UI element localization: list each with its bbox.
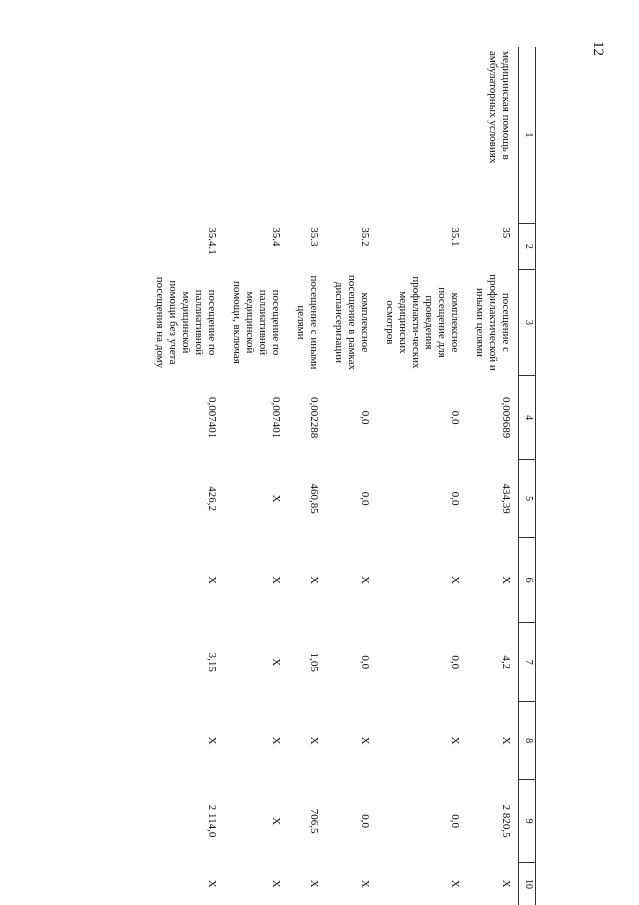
row-description: комплексное посещение для проведения профилакти-ческих медицинских осмотров <box>384 276 461 369</box>
row-name <box>288 47 326 223</box>
cell-col5: 426,2 <box>206 486 218 511</box>
cell-col8: X <box>270 736 282 745</box>
cell-col7: 3,15 <box>206 652 218 672</box>
cell-col10: X <box>449 879 461 888</box>
cell-col9: X <box>270 817 282 826</box>
column-number-row <box>519 47 536 905</box>
cell-col9: 2 114,0 <box>206 804 218 838</box>
col-header-2: 2 <box>519 223 536 269</box>
row-code: 35.4 <box>270 227 282 247</box>
cell-col9: 706,5 <box>308 808 320 834</box>
cell-col5: 0,0 <box>449 491 461 506</box>
row-name: медицинская помощь в амбулаторных условиях <box>487 51 512 164</box>
cell-col10: X <box>270 879 282 888</box>
cell-col8: X <box>206 736 218 745</box>
page-number: 12 <box>590 41 606 56</box>
cell-col8: X <box>308 736 320 745</box>
cell-col6: X <box>206 576 218 585</box>
cell-col7: 1,05 <box>308 652 320 672</box>
cell-col4: 0,002288 <box>308 396 320 439</box>
cell-col5: 0,0 <box>359 491 371 506</box>
row-code: 35.2 <box>359 227 371 247</box>
cell-col10: X <box>308 879 320 888</box>
col-header-6: 6 <box>519 537 536 622</box>
col-header-10: 10 <box>519 863 536 905</box>
cell-col7: X <box>270 658 282 667</box>
col-header-3: 3 <box>519 269 536 375</box>
col-header-4: 4 <box>519 376 536 460</box>
row-name <box>377 47 467 223</box>
cell-col6: X <box>500 576 512 585</box>
cell-col9: 0,0 <box>449 814 461 828</box>
col-header-7: 7 <box>519 623 536 702</box>
row-code: 35.4.1 <box>206 227 218 255</box>
row-name <box>224 47 288 223</box>
cell-col4: 0,0 <box>359 410 371 425</box>
row-description: комплексное посещение в рамках диспансеризации <box>333 274 371 371</box>
cell-col7: 0,0 <box>449 655 461 670</box>
table-row <box>224 47 288 905</box>
cell-col8: X <box>449 736 461 745</box>
row-name <box>147 47 224 223</box>
cell-col4: 0,009689 <box>500 396 512 439</box>
cell-col5: 434,39 <box>500 483 512 514</box>
cell-col4: 0,007401 <box>270 396 282 439</box>
cell-col8: X <box>359 736 371 745</box>
cell-col6: X <box>359 576 371 585</box>
table-row <box>467 47 519 905</box>
cell-col10: X <box>500 879 512 888</box>
cell-col7: 4,2 <box>500 655 512 670</box>
cell-col5: 460,85 <box>308 483 320 514</box>
cell-col6: X <box>449 576 461 585</box>
cell-col7: 0,0 <box>359 655 371 670</box>
col-header-9: 9 <box>519 780 536 863</box>
row-description: посещение с профилактической и иными целями <box>474 274 512 371</box>
row-code: 35.1 <box>449 227 461 247</box>
cell-col10: X <box>359 879 371 888</box>
data-table <box>147 47 536 905</box>
table-row <box>147 47 224 905</box>
cell-col6: X <box>270 576 282 585</box>
row-code: 35 <box>500 227 512 239</box>
table-row <box>326 47 377 905</box>
row-code: 35.3 <box>308 227 320 247</box>
row-description: посещение по паллиативной медицинской помощи, включая <box>231 281 282 364</box>
table-row <box>377 47 467 905</box>
col-header-5: 5 <box>519 460 536 538</box>
col-header-1: 1 <box>519 47 536 223</box>
cell-col9: 2 820,5 <box>500 804 512 838</box>
cell-col4: 0,007401 <box>206 396 218 439</box>
table-row <box>288 47 326 905</box>
row-name <box>326 47 377 223</box>
cell-col9: 0,0 <box>359 814 371 828</box>
cell-col5: X <box>270 494 282 503</box>
cell-col4: 0,0 <box>449 410 461 425</box>
cell-col8: X <box>500 736 512 745</box>
cell-col10: X <box>206 879 218 888</box>
cell-col6: X <box>308 576 320 585</box>
row-description: посещение с иными целями <box>295 275 320 370</box>
row-description: посещение по паллиативной медицинской помощи без учета посещения на дому <box>154 276 218 369</box>
col-header-8: 8 <box>519 702 536 780</box>
